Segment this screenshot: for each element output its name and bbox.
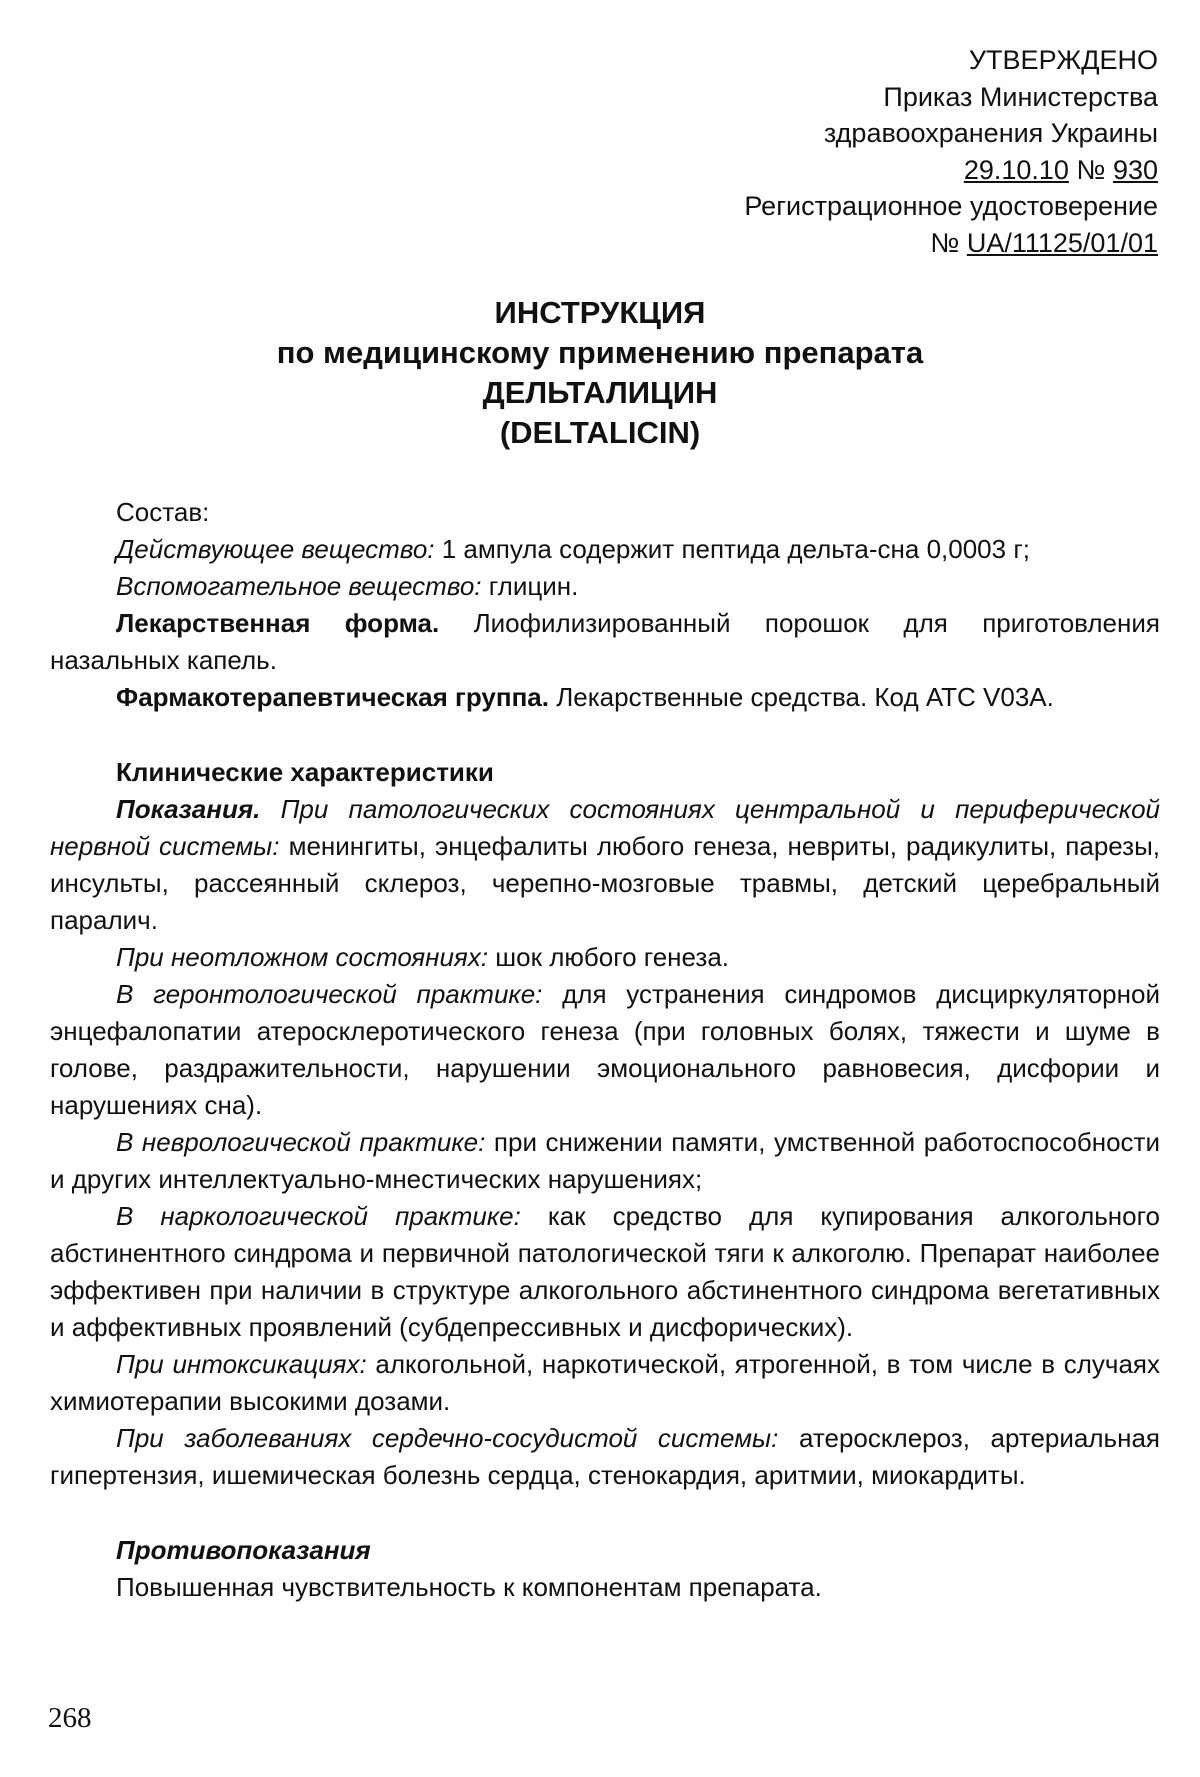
order-date: 29.10.10 xyxy=(963,154,1069,185)
gerontology-text: для устранения синдромов дисциркуляторной энцефалопатии атеросклеротического генеза (при головных болях, тяжести и шуме в голове, раздражительности, нарушении эмоционального равновесия, дисфории и нарушениях сна). xyxy=(50,979,1160,1120)
document-title xyxy=(0,293,1200,453)
indications-gerontology xyxy=(50,976,1160,1124)
order-number-sign: № xyxy=(1076,154,1106,185)
title-line-3: ДЕЛЬТАЛИЦИН xyxy=(482,375,718,410)
indications-narcology xyxy=(50,1198,1160,1346)
excipient xyxy=(50,568,1160,605)
active-substance xyxy=(50,531,1160,568)
title-line-2: по медицинскому применению препарата xyxy=(276,335,924,370)
intoxication-label: При интоксикациях: xyxy=(116,1349,367,1379)
registration-number-sign: № xyxy=(930,227,960,258)
order-number: 930 xyxy=(1112,154,1158,185)
active-substance-label: Действующее вещество: xyxy=(116,534,435,564)
pharm-group-label: Фармакотерапевтическая группа. xyxy=(116,682,549,712)
cns-text: менингиты, энцефалиты любого генеза, невриты, радикулиты, парезы, инсульты, рассеянный склероз, черепно-мозговые травмы, детский церебральный паралич. xyxy=(50,831,1160,935)
composition-label: Состав: xyxy=(116,497,210,527)
excipient-label: Вспомогательное вещество: xyxy=(116,571,482,601)
indications-urgent xyxy=(50,939,1160,976)
page-number: 268 xyxy=(48,1702,92,1734)
spacer xyxy=(50,716,1160,754)
cardiovascular-text: атеросклероз, артериальная гипертензия, ишемическая болезнь сердца, стенокардия, аритмии, миокардиты. xyxy=(50,1423,1160,1490)
registration-number: UA/11125/01/01 xyxy=(966,227,1158,258)
registration-label: Регистрационное удостоверение xyxy=(744,191,1158,221)
pharm-group xyxy=(50,679,1160,716)
dosage-form xyxy=(50,605,1160,679)
document-body xyxy=(50,494,1160,1606)
dosage-form-label: Лекарственная форма. xyxy=(116,608,440,638)
order-line-1: Приказ Министерства xyxy=(883,81,1158,112)
indications-cardiovascular xyxy=(50,1420,1160,1494)
active-substance-text: 1 ампула содержит пептида дельта-сна 0,0003 г; xyxy=(434,534,1031,564)
order-date-number xyxy=(638,152,1158,189)
dosage-form-text: Лиофилизированный порошок для приготовления назальных капель. xyxy=(50,608,1160,675)
approval-title: УТВЕРЖДЕНО xyxy=(968,45,1158,75)
cardiovascular-label: При заболеваниях сердечно-сосудистой системы: xyxy=(116,1423,779,1453)
cns-label: При патологических состояниях центральной и периферической нервной системы: xyxy=(50,794,1160,861)
contraindications-text: Повышенная чувствительность к компонентам препарата. xyxy=(116,1572,822,1602)
gerontology-label: В геронтологической практике: xyxy=(116,979,543,1009)
approval-block xyxy=(638,42,1158,261)
clinical-heading: Клинические характеристики xyxy=(116,757,494,787)
pharm-group-text: Лекарственные средства. Код АТС V03A. xyxy=(548,682,1054,712)
urgent-text: шок любого генеза. xyxy=(488,942,730,972)
urgent-label: При неотложном состояниях: xyxy=(116,942,489,972)
indications-label: Показания. xyxy=(116,794,261,824)
contraindications-heading: Противопоказания xyxy=(116,1535,371,1565)
title-line-4: (DELTALICIN) xyxy=(499,415,701,450)
excipient-text: глицин. xyxy=(481,571,579,601)
indications-neurology xyxy=(50,1124,1160,1198)
indications-cns xyxy=(50,791,1160,939)
neurology-label: В неврологической практике: xyxy=(116,1127,486,1157)
indications-intoxication xyxy=(50,1346,1160,1420)
intoxication-text: алкогольной, наркотической, ятрогенной, в том числе в случаях химиотерапии высокими дозами. xyxy=(50,1349,1161,1416)
title-line-1: ИНСТРУКЦИЯ xyxy=(494,295,706,330)
order-line-2: здравоохранения Украины xyxy=(823,118,1158,148)
spacer xyxy=(50,1494,1160,1532)
narcology-label: В наркологической практике: xyxy=(116,1201,521,1231)
neurology-text: при снижении памяти, умственной работоспособности и других интеллектуально-мнестических нарушениях; xyxy=(50,1127,1160,1194)
registration-number-line xyxy=(638,225,1158,262)
narcology-text: как средство для купирования алкогольного абстинентного синдрома и первичной патологической тяги к алкоголю. Препарат наиболее эффективен при наличии в структуре алкогольного абстинентного синдрома вегетативных и аффективных проявлений (субдепрессивных и дисфорических). xyxy=(50,1201,1160,1342)
